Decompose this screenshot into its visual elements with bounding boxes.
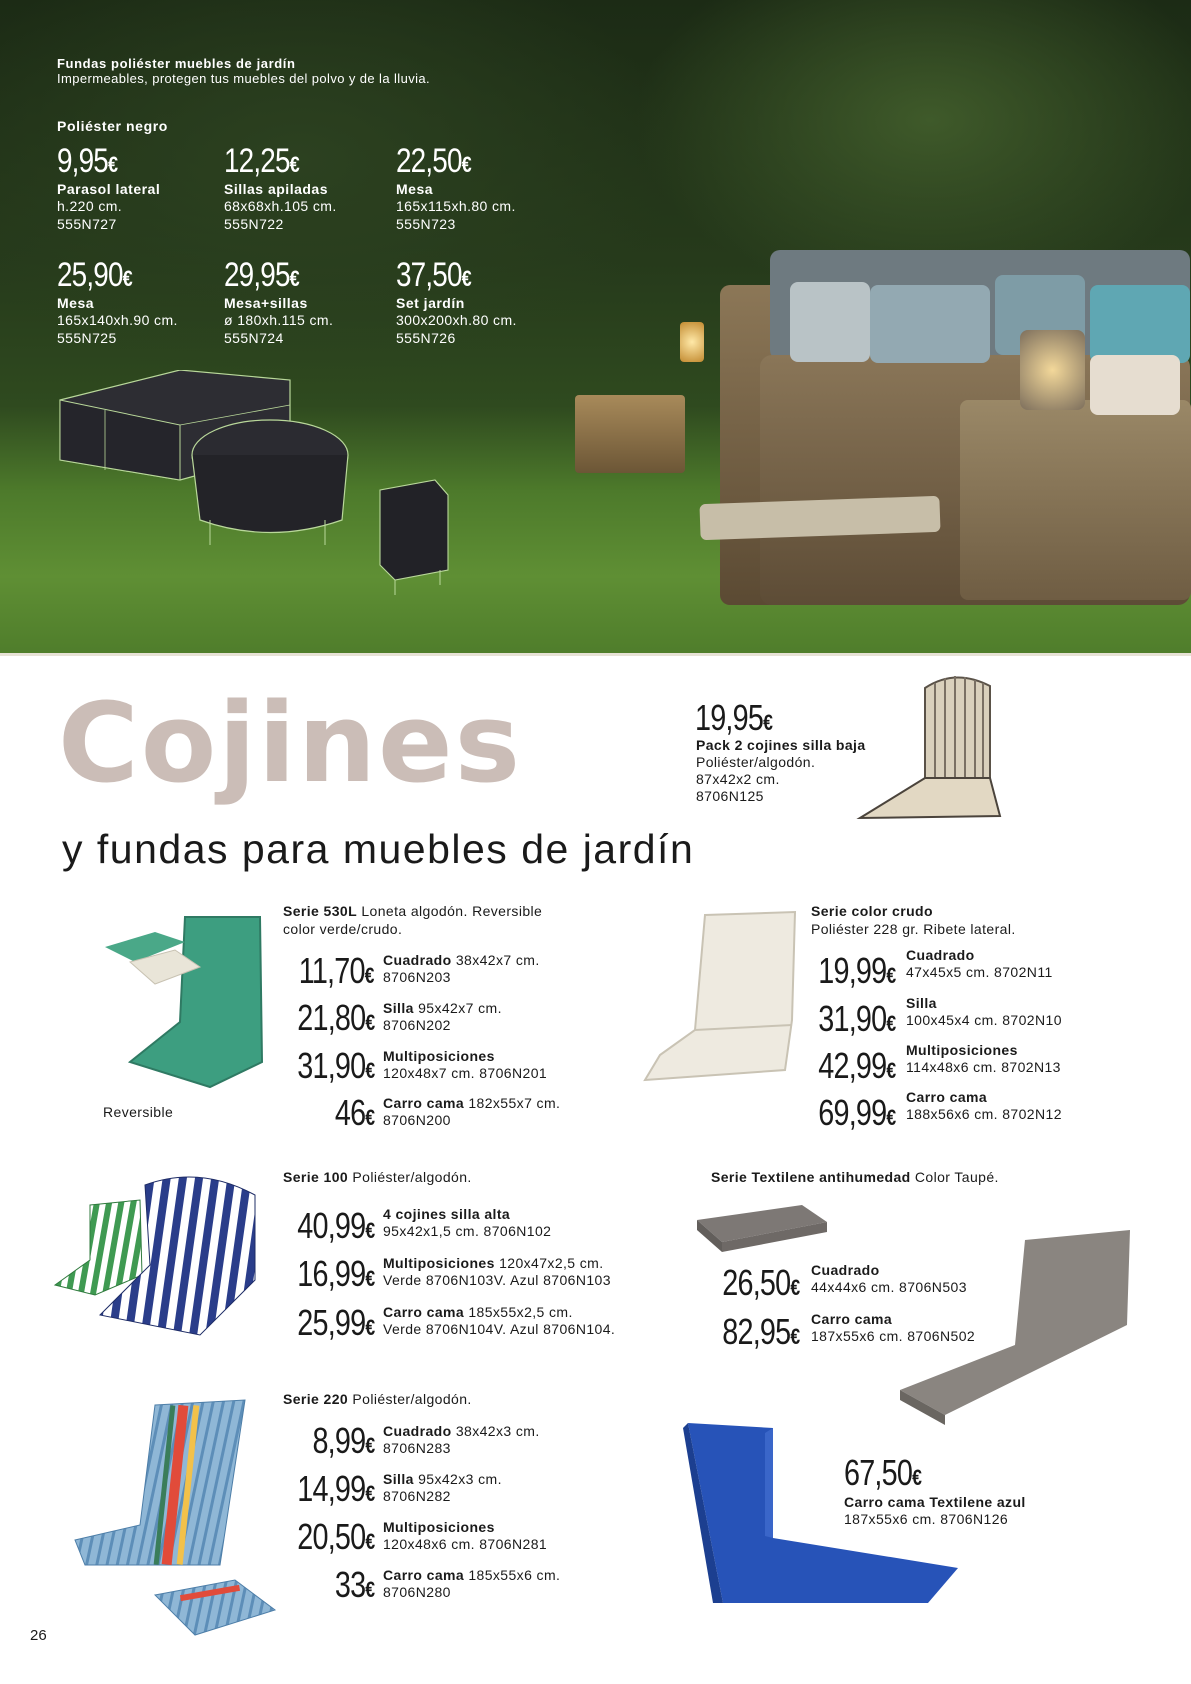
price-value: 16,99 [296,1253,365,1294]
item-name: Multiposiciones [383,1048,495,1064]
serie-100-item [383,1206,551,1240]
price-value: 21,80 [296,997,365,1038]
item-ref: 100x45x4 cm. 8702N10 [906,1012,1062,1028]
item-name: Multiposiciones [383,1519,495,1535]
currency: € [365,1481,374,1506]
item-name: Pack 2 cojines silla baja [696,737,866,753]
price-value: 29,95 [224,256,290,294]
currency: € [365,963,374,988]
serie-100-item [383,1304,615,1338]
item-name: Carro cama [906,1089,988,1105]
item-name: Cuadrado [383,952,452,968]
serie-220-item [383,1567,560,1601]
serie-220-price [335,1564,374,1606]
item-name: Carro cama [811,1311,893,1327]
price-value: 37,50 [396,256,462,294]
item-size: 95x42x7 cm. [413,1000,502,1016]
item-ref: Verde 8706N103V. Azul 8706N103 [383,1272,611,1288]
serie-530-item [383,952,540,986]
price-value: 11,70 [299,950,365,991]
covers-item [396,142,516,233]
serie-530-price [297,1045,374,1087]
item-name: Carro cama Textilene azul [844,1494,1026,1510]
item-ref: 187x55x6 cm. 8706N126 [844,1511,1009,1527]
price-value: 9,95 [57,142,108,180]
low-chair-cushion-image [850,668,1050,828]
furniture-covers-image [50,370,480,620]
currency: € [365,1433,374,1458]
cream-cushion-image [640,910,800,1090]
item-size: 185x55x2,5 cm. [464,1304,573,1320]
currency: € [790,1275,799,1300]
item-ref: 555N724 [224,330,284,346]
currency: € [763,710,773,735]
covers-item [396,256,517,347]
price-value: 20,50 [296,1516,365,1557]
serie-name: Serie 220 [283,1391,349,1407]
page-number: 26 [30,1627,47,1644]
item-size: 185x55x6 cm. [464,1567,561,1583]
serie-220-item [383,1423,540,1457]
item-ref: 188x56x6 cm. 8702N12 [906,1106,1062,1122]
serie-crudo-price [818,950,895,992]
item-ref: 8706N283 [383,1440,451,1456]
item-material: Poliéster/algodón. [696,754,816,770]
price-value: 25,99 [296,1302,365,1343]
item-ref: 8706N125 [696,788,764,804]
item-name: 4 cojines silla alta [383,1206,511,1222]
covers-item [57,142,160,233]
covers-item [224,256,333,347]
currency: € [790,1324,799,1349]
blue-lounger-price [844,1452,921,1494]
currency: € [886,1011,895,1036]
price-value: 25,90 [57,256,123,294]
currency: € [365,1266,374,1291]
cushion-image [790,282,870,362]
serie-name: Serie 530L [283,903,358,919]
serie-desc: Poliéster 228 gr. Ribete lateral. [811,921,1016,937]
serie-textilene-price [722,1311,799,1353]
item-name: Multiposiciones [383,1255,495,1271]
item-name: Mesa [57,295,95,311]
currency: € [365,1315,374,1340]
item-size: h.220 cm. [57,198,123,214]
price-value: 26,50 [721,1262,790,1303]
price-value: 19,95 [695,697,764,738]
page-subtitle: y fundas para muebles de jardín [62,826,695,872]
serie-530-price [335,1092,374,1134]
price-value: 12,25 [224,142,290,180]
currency: € [886,963,895,988]
item-ref: 120x48x7 cm. 8706N201 [383,1065,548,1081]
price-value: 67,50 [844,1452,913,1493]
currency: € [912,1465,922,1490]
serie-name: Serie 100 [283,1169,349,1185]
hero-banner [0,0,1191,655]
item-ref: 8706N280 [383,1584,451,1600]
pack-price [695,697,773,739]
item-name: Cuadrado [906,947,975,963]
item-ref: 555N722 [224,216,284,232]
price-value: 8,99 [312,1420,365,1461]
item-name: Silla [906,995,937,1011]
currency: € [365,1218,374,1243]
serie-530-item [383,1000,502,1034]
item-size: 165x140xh.90 cm. [57,312,178,328]
serie-530-title [283,902,542,938]
serie-crudo-item [906,1089,1062,1123]
serie-crudo-item [906,1042,1061,1076]
serie-crudo-title [811,902,1016,938]
item-ref: Verde 8706N104V. Azul 8706N104. [383,1321,616,1337]
price-value: 31,90 [817,998,886,1039]
item-ref: 47x45x5 cm. 8702N11 [906,964,1053,980]
currency: € [461,266,471,291]
currency: € [289,152,299,177]
price-value: 42,99 [817,1045,886,1086]
item-ref: 120x48x6 cm. 8706N281 [383,1536,548,1552]
item-ref: 555N723 [396,216,456,232]
item-name: Cuadrado [811,1262,880,1278]
item-name: Silla [383,1000,414,1016]
price-value: 69,99 [817,1092,886,1133]
item-ref: 555N727 [57,216,117,232]
item-ref: 8706N202 [383,1017,451,1033]
lantern-image [1020,330,1085,410]
price-value: 22,50 [396,142,462,180]
item-name: Parasol lateral [57,181,161,197]
currency: € [365,1529,374,1554]
item-name: Mesa [396,181,434,197]
serie-crudo-price [818,998,895,1040]
striped-cushion-image [50,1175,265,1340]
serie-100-price [297,1205,374,1247]
serie-530-price [297,997,374,1039]
item-size: 87x42x2 cm. [696,771,780,787]
taupe-square-cushion-image [692,1200,832,1255]
item-ref: 114x48x6 cm. 8702N13 [906,1059,1061,1075]
item-ref: 8706N282 [383,1488,451,1504]
serie-100-item [383,1255,611,1289]
divider [0,653,1191,656]
covers-title: Fundas poliéster muebles de jardín [57,56,296,71]
currency: € [365,1105,374,1130]
item-name: Set jardín [396,295,465,311]
currency: € [122,266,132,291]
item-ref: 8706N200 [383,1112,451,1128]
item-name: Cuadrado [383,1423,452,1439]
cushion-image [1090,285,1190,363]
currency: € [107,152,118,177]
item-name: Silla [383,1471,414,1487]
serie-100-title [283,1168,472,1186]
item-ref: 95x42x1,5 cm. 8706N102 [383,1223,552,1239]
item-name: Carro cama [383,1567,465,1583]
covers-item [57,256,178,347]
serie-530-item [383,1095,560,1129]
currency: € [461,152,471,177]
cushion-image [870,285,990,363]
price-value: 19,99 [817,950,886,991]
serie-desc-2: color verde/crudo. [283,921,403,937]
serie-desc: Poliéster/algodón. [348,1391,472,1407]
serie-crudo-price [818,1092,895,1134]
item-size: 68x68xh.105 cm. [224,198,337,214]
price-value: 14,99 [296,1468,365,1509]
currency: € [886,1105,895,1130]
item-size: 165x115xh.80 cm. [396,198,516,214]
price-value: 40,99 [296,1205,365,1246]
serie-desc: Loneta algodón. Reversible [357,903,543,919]
blue-lounger-item [844,1494,1026,1528]
item-size: 120x47x2,5 cm. [494,1255,604,1271]
item-name: Carro cama [383,1095,465,1111]
price-value: 82,95 [721,1311,790,1352]
wicker-table-image [960,400,1191,600]
serie-220-price [297,1468,374,1510]
serie-crudo-item [906,995,1062,1029]
item-size: 300x200xh.80 cm. [396,312,517,328]
pack-description [696,737,866,805]
currency: € [365,1058,374,1083]
serie-220-price [297,1516,374,1558]
price-value: 33 [334,1564,365,1605]
serie-desc: Poliéster/algodón. [348,1169,472,1185]
serie-crudo-item [906,947,1053,981]
item-ref: 555N726 [396,330,456,346]
item-size: 38x42x7 cm. [451,952,540,968]
currency: € [289,266,299,291]
serie-220-price [312,1420,374,1462]
page-title: Cojines [58,679,523,807]
item-name: Multiposiciones [906,1042,1018,1058]
item-size: ø 180xh.115 cm. [224,312,334,328]
serie-textilene-title [711,1168,999,1186]
item-size: 95x42x3 cm. [413,1471,502,1487]
currency: € [365,1577,374,1602]
item-name: Sillas apiladas [224,181,328,197]
pots-image [1090,355,1180,415]
wicker-side-table-image [575,395,685,473]
price-value: 46 [334,1092,365,1133]
serie-name: Serie color crudo [811,903,933,919]
serie-textilene-item [811,1262,967,1296]
covers-subtitle: Impermeables, protegen tus muebles del polvo y de la lluvia. [57,71,431,86]
serie-220-item [383,1519,547,1553]
item-ref: 8706N203 [383,969,451,985]
item-ref: 44x44x6 cm. 8706N503 [811,1279,967,1295]
currency: € [886,1058,895,1083]
reversible-cushion-image [100,912,270,1097]
item-size: 182x55x7 cm. [464,1095,561,1111]
serie-530-item [383,1048,547,1082]
item-name: Mesa+sillas [224,295,308,311]
item-ref: 555N725 [57,330,117,346]
item-name: Carro cama [383,1304,465,1320]
price-value: 31,90 [296,1045,365,1086]
serie-220-item [383,1471,502,1505]
item-size: 38x42x3 cm. [451,1423,540,1439]
covers-material: Poliéster negro [57,118,168,134]
serie-100-price [297,1253,374,1295]
garden-lamp-image [680,322,704,362]
reversible-label: Reversible [103,1104,174,1120]
serie-name: Serie Textilene antihumedad [711,1169,911,1185]
serie-textilene-item [811,1311,975,1345]
serie-crudo-price [818,1045,895,1087]
covers-item [224,142,337,233]
serie-textilene-price [722,1262,799,1304]
item-ref: 187x55x6 cm. 8706N502 [811,1328,976,1344]
currency: € [365,1010,374,1035]
multicolor-stripe-cushion-image [70,1395,280,1645]
serie-530-price [299,950,374,992]
serie-desc: Color Taupé. [910,1169,999,1185]
serie-100-price [297,1302,374,1344]
serie-220-title [283,1390,472,1408]
